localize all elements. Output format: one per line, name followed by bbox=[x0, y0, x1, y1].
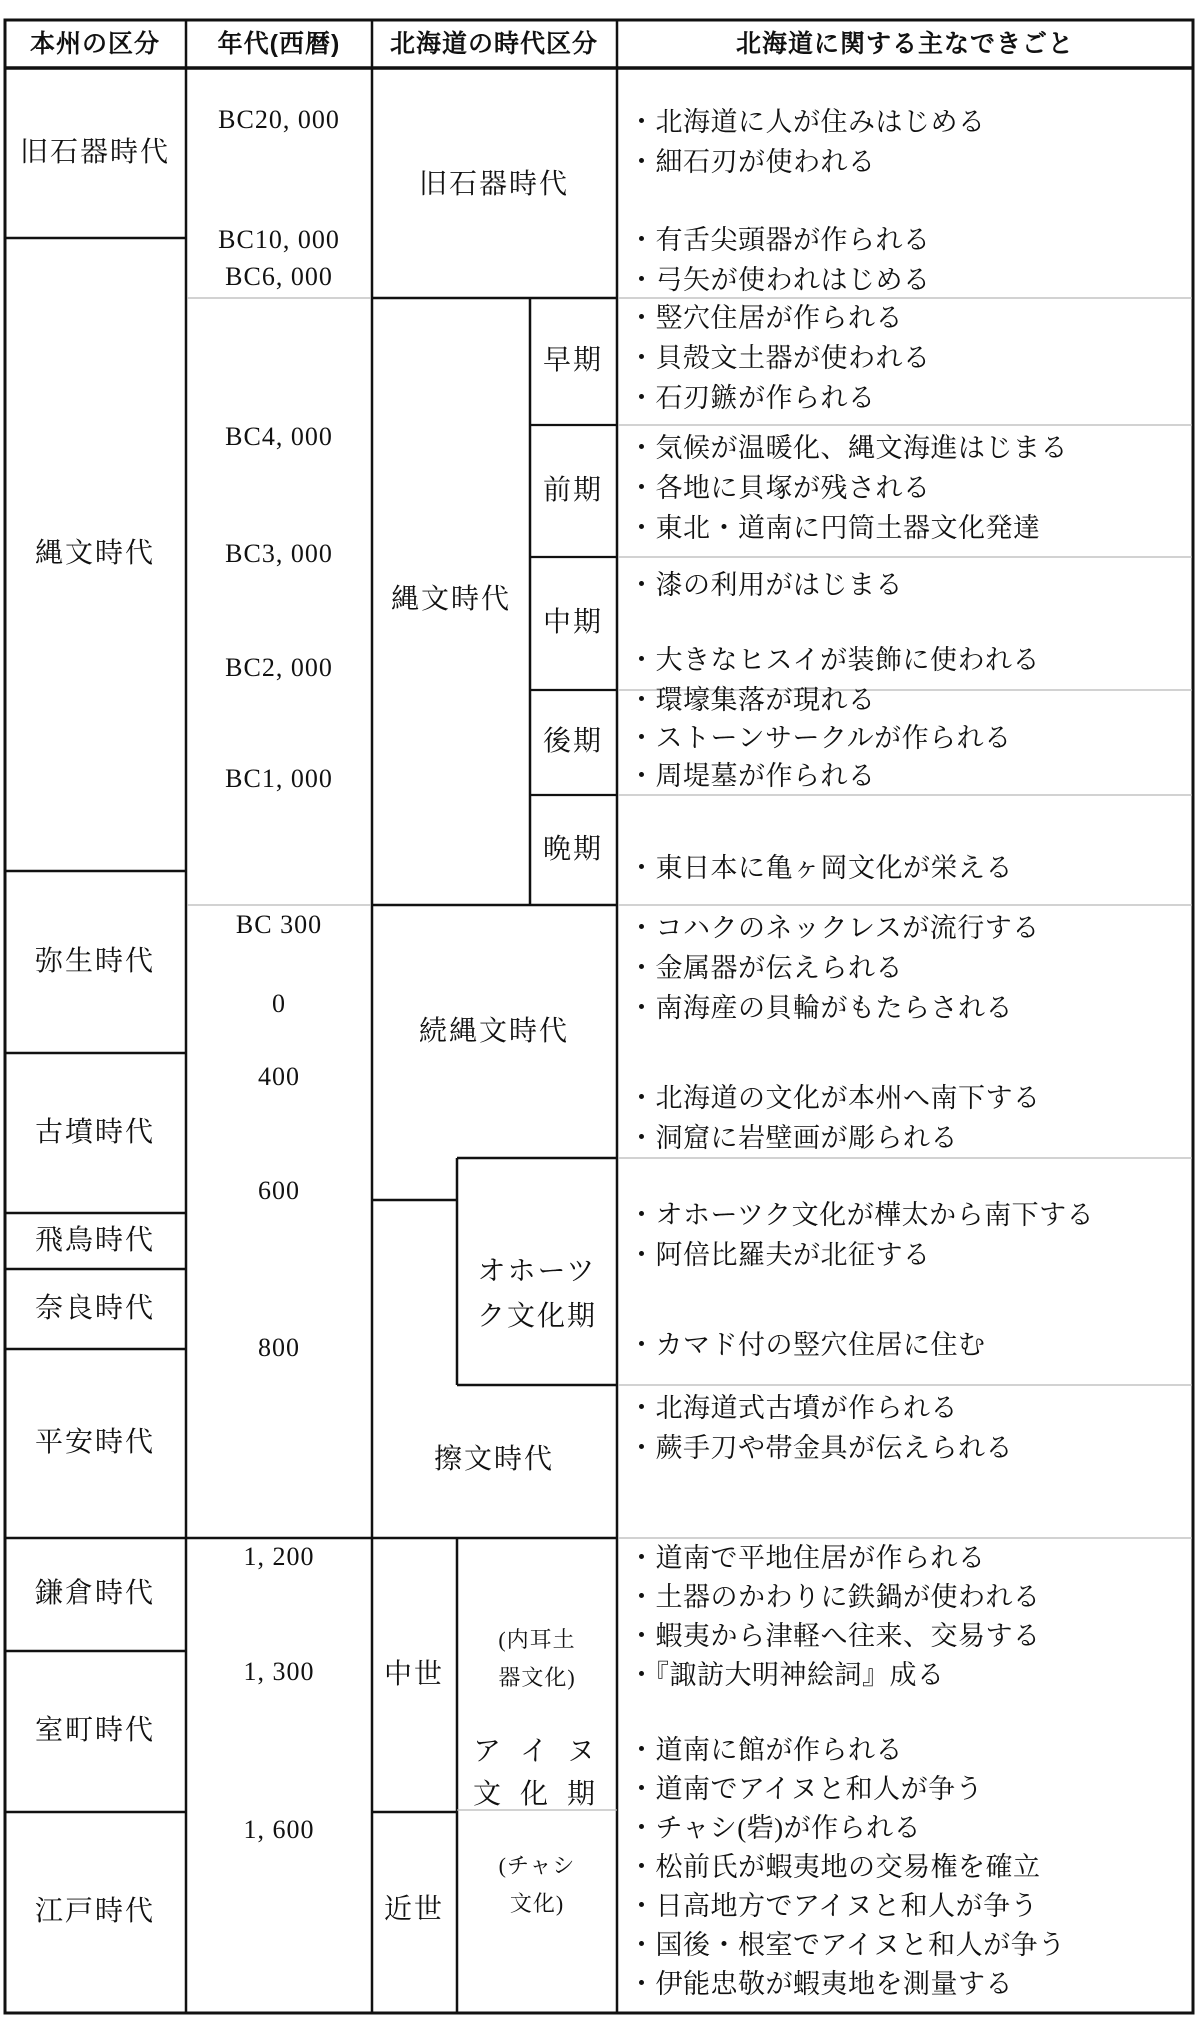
event-item: ・オホーツク文化が樺太から南下する bbox=[628, 1200, 1095, 1230]
event-item: ・北海道に人が住みはじめる bbox=[628, 107, 986, 137]
event-item: ・南海産の貝輪がもたらされる bbox=[628, 993, 1013, 1023]
event-item: ・道南に館が作られる bbox=[628, 1735, 903, 1765]
year-800: 800 bbox=[258, 1333, 300, 1362]
event-item: ・東日本に亀ヶ岡文化が栄える bbox=[628, 853, 1013, 883]
period-paleolithic: 旧石器時代 bbox=[418, 169, 570, 200]
event-item: ・洞窟に岩壁画が彫られる bbox=[628, 1123, 958, 1153]
honshu-era-asuka: 飛鳥時代 bbox=[34, 1225, 156, 1256]
period-jomon-koki: 後期 bbox=[542, 726, 604, 757]
year-600: 600 bbox=[258, 1176, 300, 1205]
period-chashi-line1: (チャシ bbox=[498, 1853, 576, 1878]
period-chusei: 中世 bbox=[383, 1659, 445, 1690]
period-uchimimi-line2: 器文化) bbox=[498, 1665, 576, 1690]
event-item: ・東北・道南に円筒土器文化発達 bbox=[628, 513, 1041, 543]
period-jomon: 縄文時代 bbox=[390, 584, 512, 615]
honshu-era-yayoi: 弥生時代 bbox=[34, 946, 156, 977]
period-okhotsk-line2: ク文化期 bbox=[476, 1301, 598, 1332]
period-jomon-zenki: 前期 bbox=[542, 475, 604, 506]
period-satsumon: 擦文時代 bbox=[433, 1444, 555, 1475]
event-item: ・カマド付の竪穴住居に住む bbox=[628, 1330, 986, 1360]
period-ainu-line1: ア イ ヌ bbox=[472, 1736, 602, 1767]
honshu-era-paleolithic: 旧石器時代 bbox=[19, 137, 171, 168]
year-1300: 1, 300 bbox=[243, 1657, 315, 1686]
year-0: 0 bbox=[272, 989, 286, 1018]
event-item: ・道南で平地住居が作られる bbox=[628, 1543, 986, 1573]
header-hokkaido-period: 北海道の時代区分 bbox=[389, 30, 599, 58]
header-events: 北海道に関する主なできごと bbox=[735, 30, 1075, 58]
event-item: ・蝦夷から津軽へ往来、交易する bbox=[628, 1621, 1041, 1651]
header-year: 年代(西暦) bbox=[217, 30, 341, 58]
event-item: ・『諏訪大明神絵詞』成る bbox=[628, 1660, 945, 1690]
event-item: ・ストーンサークルが作られる bbox=[628, 723, 1012, 753]
event-item: ・大きなヒスイが装飾に使われる bbox=[628, 645, 1040, 675]
event-item: ・竪穴住居が作られる bbox=[628, 303, 903, 333]
period-jomon-chuki: 中期 bbox=[542, 607, 604, 638]
honshu-era-nara: 奈良時代 bbox=[34, 1293, 156, 1324]
year-bc1000: BC1, 000 bbox=[225, 764, 333, 793]
event-item: ・北海道の文化が本州へ南下する bbox=[628, 1083, 1041, 1113]
year-bc10000: BC10, 000 bbox=[218, 225, 340, 254]
year-bc4000: BC4, 000 bbox=[225, 422, 333, 451]
honshu-era-heian: 平安時代 bbox=[34, 1427, 156, 1458]
event-item: ・金属器が伝えられる bbox=[628, 953, 903, 983]
event-item: ・気候が温暖化、縄文海進はじまる bbox=[628, 433, 1068, 463]
year-1600: 1, 600 bbox=[243, 1815, 315, 1844]
event-item: ・日高地方でアイヌと和人が争う bbox=[628, 1891, 1039, 1921]
event-item: ・国後・根室でアイヌと和人が争う bbox=[628, 1930, 1066, 1960]
event-item: ・道南でアイヌと和人が争う bbox=[628, 1774, 984, 1804]
event-item: ・チャシ(砦)が作られる bbox=[628, 1813, 922, 1843]
honshu-era-kofun: 古墳時代 bbox=[34, 1117, 156, 1148]
event-item: ・有舌尖頭器が作られる bbox=[628, 225, 931, 255]
year-bc20000: BC20, 000 bbox=[218, 105, 340, 134]
event-item: ・弓矢が使われはじめる bbox=[628, 265, 931, 295]
event-item: ・細石刃が使われる bbox=[628, 147, 876, 177]
honshu-era-jomon: 縄文時代 bbox=[34, 538, 156, 569]
period-okhotsk-line1: オホーツ bbox=[477, 1256, 597, 1287]
period-epi-jomon: 続縄文時代 bbox=[418, 1016, 570, 1047]
event-item: ・阿倍比羅夫が北征する bbox=[628, 1240, 931, 1270]
honshu-era-edo: 江戸時代 bbox=[34, 1896, 156, 1927]
event-item: ・石刃鏃が作られる bbox=[628, 383, 876, 413]
period-chashi-line2: 文化) bbox=[509, 1891, 565, 1916]
event-item: ・貝殻文土器が使われる bbox=[628, 343, 931, 373]
period-jomon-soki: 早期 bbox=[542, 345, 604, 376]
event-item: ・各地に貝塚が残される bbox=[628, 473, 931, 503]
event-item: ・環壕集落が現れる bbox=[628, 685, 876, 715]
event-item: ・蕨手刀や帯金具が伝えられる bbox=[628, 1433, 1013, 1463]
header-honshu: 本州の区分 bbox=[29, 30, 161, 58]
event-item: ・土器のかわりに鉄鍋が使われる bbox=[628, 1582, 1041, 1612]
event-item: ・伊能忠敬が蝦夷地を測量する bbox=[628, 1969, 1013, 1999]
year-bc300: BC 300 bbox=[235, 910, 323, 939]
event-item: ・松前氏が蝦夷地の交易権を確立 bbox=[628, 1852, 1041, 1882]
period-uchimimi-line1: (内耳土 bbox=[498, 1627, 576, 1652]
honshu-era-muromachi: 室町時代 bbox=[34, 1715, 156, 1746]
event-item: ・北海道式古墳が作られる bbox=[628, 1393, 958, 1423]
period-ainu-line2: 文 化 期 bbox=[472, 1779, 602, 1810]
honshu-era-kamakura: 鎌倉時代 bbox=[34, 1578, 156, 1609]
period-jomon-banki: 晩期 bbox=[542, 834, 604, 865]
year-1200: 1, 200 bbox=[243, 1542, 315, 1571]
event-item: ・周堤墓が作られる bbox=[628, 761, 876, 791]
period-kinsei: 近世 bbox=[383, 1894, 445, 1925]
year-bc3000: BC3, 000 bbox=[225, 539, 333, 568]
event-item: ・コハクのネックレスが流行する bbox=[628, 913, 1040, 943]
year-bc6000: BC6, 000 bbox=[225, 262, 333, 291]
year-400: 400 bbox=[258, 1062, 300, 1091]
event-item: ・漆の利用がはじまる bbox=[628, 570, 903, 600]
year-bc2000: BC2, 000 bbox=[225, 653, 333, 682]
